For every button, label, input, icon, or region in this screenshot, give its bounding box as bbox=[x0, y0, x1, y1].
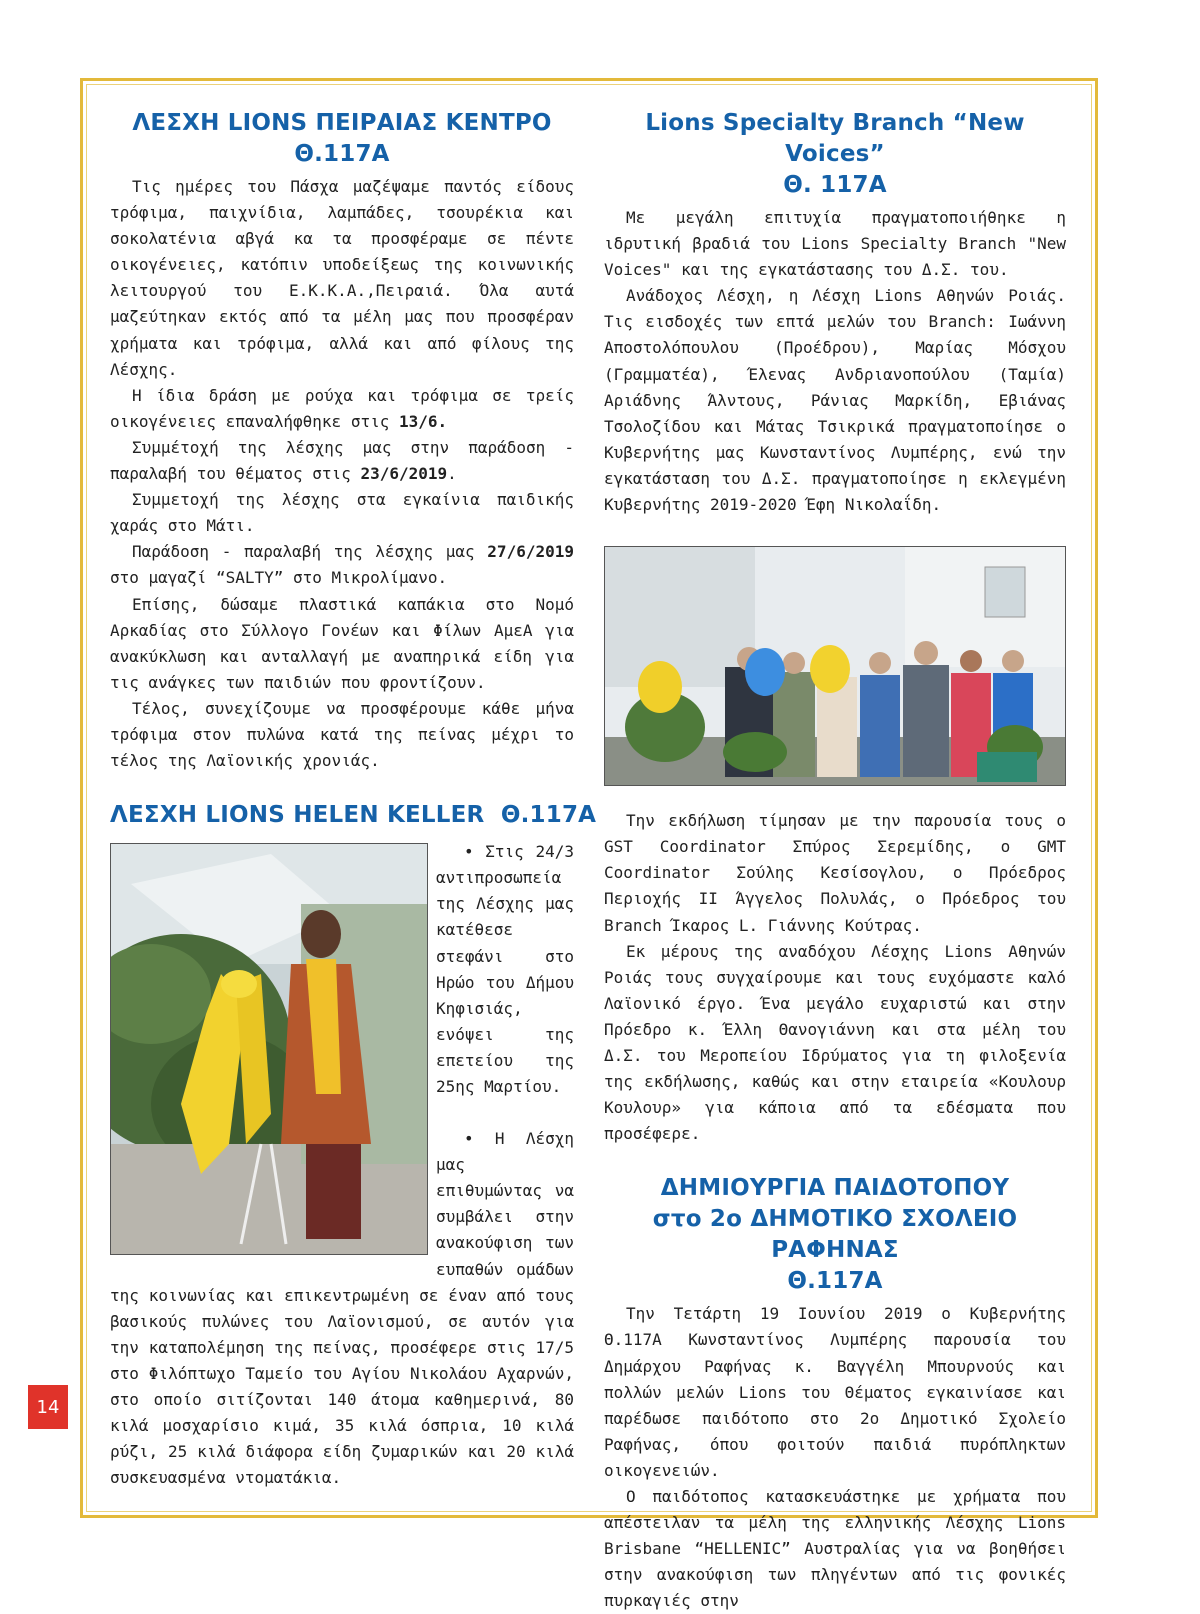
text: Παράδοση - παραλαβή της λέσχης μας bbox=[132, 542, 488, 562]
paragraph: Τις ημέρες του Πάσχα μαζέψαμε παντός είδους τρόφιμα, παιχνίδια, λαμπάδες, τσουρέκια και σοκολατένια αβγά κα τα προσφέραμε σε πέντε οικογένειες, κατόπιν υποδείξεως της κοινωνικής λειτουργού του Ε.Κ.Κ.Α.,Πειραιά. Όλα αυτά μαζεύτηκαν εκτός από τα μέλη μας που προσφέραν χρήματα και τρόφιμα, αλλά και από φίλους της Λέσχης. bbox=[110, 177, 574, 379]
title-line: Lions Specialty Branch “New Voices” bbox=[645, 110, 1025, 167]
paragraph: Ο παιδότοπος κατασκευάστηκε με χρήματα που απέστειλαν τα μέλη της ελληνικής Λέσχης Lions Brisbane “HELLENIC” Αυστραλίας για να βοηθήσει στην ανακούφιση των πληγέντων από τις φονικές πυρκαγιές στην bbox=[604, 1487, 1066, 1611]
paragraph: Την Τετάρτη 19 Ιουνίου 2019 ο Κυβερνήτης Θ.117Α Κωνσταντίνος Λυμπέρης παρουσία του Δημάρχου Ραφήνας κ. Βαγγέλη Μπουρνούς και πολλών μελών Lions του Θέματος εγκαινίασε και παρέδωσε παιδότοπο στο 2ο Δημοτικό Σχολείο Ραφήνας, όπου φοιτούν παιδιά πυρόπληκτων οικογενειών. bbox=[604, 1304, 1066, 1480]
group-photo bbox=[604, 546, 1066, 786]
paragraph: Τέλος, συνεχίζουμε να προσφέρουμε κάθε μήνα τρόφιμα στον πυλώνα κατά της πείνας μέχρι το τέλος της Λαϊονικής χρονιάς. bbox=[110, 698, 574, 771]
title-line: Θ. 117Α bbox=[783, 172, 887, 198]
date-bold: 27/6/2019 bbox=[487, 542, 574, 562]
paragraph: • Στις 24/3 αντιπροσωπεία της Λέσχης μας κατέθεσε στεφάνι στο Ηρώο του Δήμου Κηφισιάς, ενόψει της επετείου της 25ης Μαρτίου. bbox=[436, 842, 574, 1096]
date-bold: 23/6/2019 bbox=[360, 464, 448, 484]
date-bold: 13/6. bbox=[398, 411, 448, 431]
page-number: 14 bbox=[28, 1385, 68, 1429]
section-title-new-voices bbox=[604, 108, 1066, 201]
text: Συμμέτοχή της λέσχης μας στην παράδοση - παραλαβή του θέματος στις bbox=[110, 437, 574, 484]
wreath-photo bbox=[110, 843, 428, 1255]
paragraph bbox=[110, 435, 574, 487]
title-line: ΛΕΣΧΗ LIONS ΠΕΙΡΑΙΑΣ ΚΕΝΤΡΟ bbox=[132, 110, 552, 136]
title-line: ΔΗΜΙΟΥΡΓΙΑ ΠΑΙΔΟΤΟΠΟΥ bbox=[660, 1175, 1010, 1202]
helen-keller-body bbox=[110, 839, 574, 1491]
text: Η ίδια δράση με ρούχα και τρόφιμα σε τρείς οικογένειες επαναλήφθηκε στις bbox=[110, 385, 574, 431]
section-title-playground bbox=[604, 1173, 1066, 1297]
paragraph: Ανάδοχος Λέσχη, η Λέσχη Lions Αθηνών Ροιάς. Τις εισδοχές των επτά μελών του Branch: Ιωάννη Αποστολόπουλου (Προέδρου), Μαρίας Μόσχου (Γραμματέα), Έλενας Ανδριανοπούλου (Ταμία) Αριάδνης Άλντους, Ράνιας Μαρκίδη, Εβιάνας Τσολοζίδου και Μάτας Τσικρικά πραγματοποίησε ο Κυβερνήτης μας Κωνσταντίνος Λυμπέρης, ενώ την εγκατάσταση του Δ.Σ. πραγματοποίησε η εκλεγμένη Κυβερνήτης 2019-2020 Έφη Νικολαΐδη. bbox=[604, 286, 1066, 515]
left-column bbox=[110, 108, 597, 1491]
paragraph: Επίσης, δώσαμε πλαστικά καπάκια στο Νομό Αρκαδίας στο Σύλλογο Γονέων και Φίλων ΑμεΑ για ανακύκλωση και ανταλλαγή με αναπηρικά είδη για τις ανάγκες των παιδιών που φροντίζουν. bbox=[110, 594, 574, 692]
paragraph: Συμμετοχή της λέσχης στα εγκαίνια παιδικής χαράς στο Μάτι. bbox=[110, 490, 574, 536]
paragraph bbox=[110, 383, 574, 435]
section-title-helen-keller: ΛΕΣΧΗ LIONS HELEN KELLER Θ.117Α bbox=[110, 802, 597, 829]
text: στο μαγαζί “SALTY” στο Μικρολίμανο. bbox=[110, 568, 448, 588]
paragraph: • Η Λέσχη μας επιθυμώντας να συμβάλει στην ανακούφιση των ευπαθών ομάδων της κοινωνίας και επικεντρωμένη σε έναν από τους βασικούς πυλώνες του Λαϊονισμού, σε αυτόν για την καταπολέμηση της πείνας, προσέφερε στις 17/5 στο Φιλόπτωχο Ταμείο του Αγίου Νικολάου Αχαρνών, στο οποίο σιτίζονται 140 άτομα καθημερινά, 80 κιλά μοσχαρίσιο κιμά, 35 κιλά όσπρια, 10 κιλά ρύζι, 25 κιλά διάφορα είδη ζυμαρικών και 20 κιλά συσκευασμένα ντοματάκια. bbox=[110, 1129, 574, 1488]
paragraph: Την εκδήλωση τίμησαν με την παρουσία τους ο GST Coordinator Σπύρος Σερεμίδης, ο GMT Coordinator Σούλης Κεσίσογλου, ο Πρόεδρος Περιοχής ΙΙ Άγγελος Πολυλάς, ο Πρόεδρος του Branch Ίκαρος L. Γιάννης Κούτρας. bbox=[604, 811, 1066, 935]
text: . bbox=[447, 464, 457, 484]
paragraph: Με μεγάλη επιτυχία πραγματοποιήθηκε η ιδρυτική βραδιά του Lions Specialty Branch "New Voices" και της εγκατάστασης του Δ.Σ. του. bbox=[604, 208, 1066, 280]
paragraph: Εκ μέρους της αναδόχου Λέσχης Lions Αθηνών Ροιάς τους συγχαίρουμε και τους ευχόμαστε καλό Λαϊονικό έργο. Ένα μεγάλο ευχαριστώ και στην Πρόεδρο κ. Έλλη Θανογιάννη και στα μέλη του Δ.Σ. του Μεροπείου Ιδρύματος για τη φιλοξενία της εκδήλωσης, καθώς και στην εταιρεία «Κουλουρ Κουλουρ» για κάποια από τα εδέσματα που προσέφερε. bbox=[604, 941, 1066, 1144]
title-line: Θ.117Α bbox=[294, 141, 390, 167]
title-line: Θ.117Α bbox=[787, 1268, 883, 1295]
title-line: στο 2ο ΔΗΜΟΤΙΚΟ ΣΧΟΛΕΙΟ ΡΑΦΗΝΑΣ bbox=[652, 1206, 1018, 1264]
right-column bbox=[604, 108, 1066, 1614]
section-title-piraeus bbox=[110, 108, 574, 170]
paragraph bbox=[110, 539, 574, 591]
